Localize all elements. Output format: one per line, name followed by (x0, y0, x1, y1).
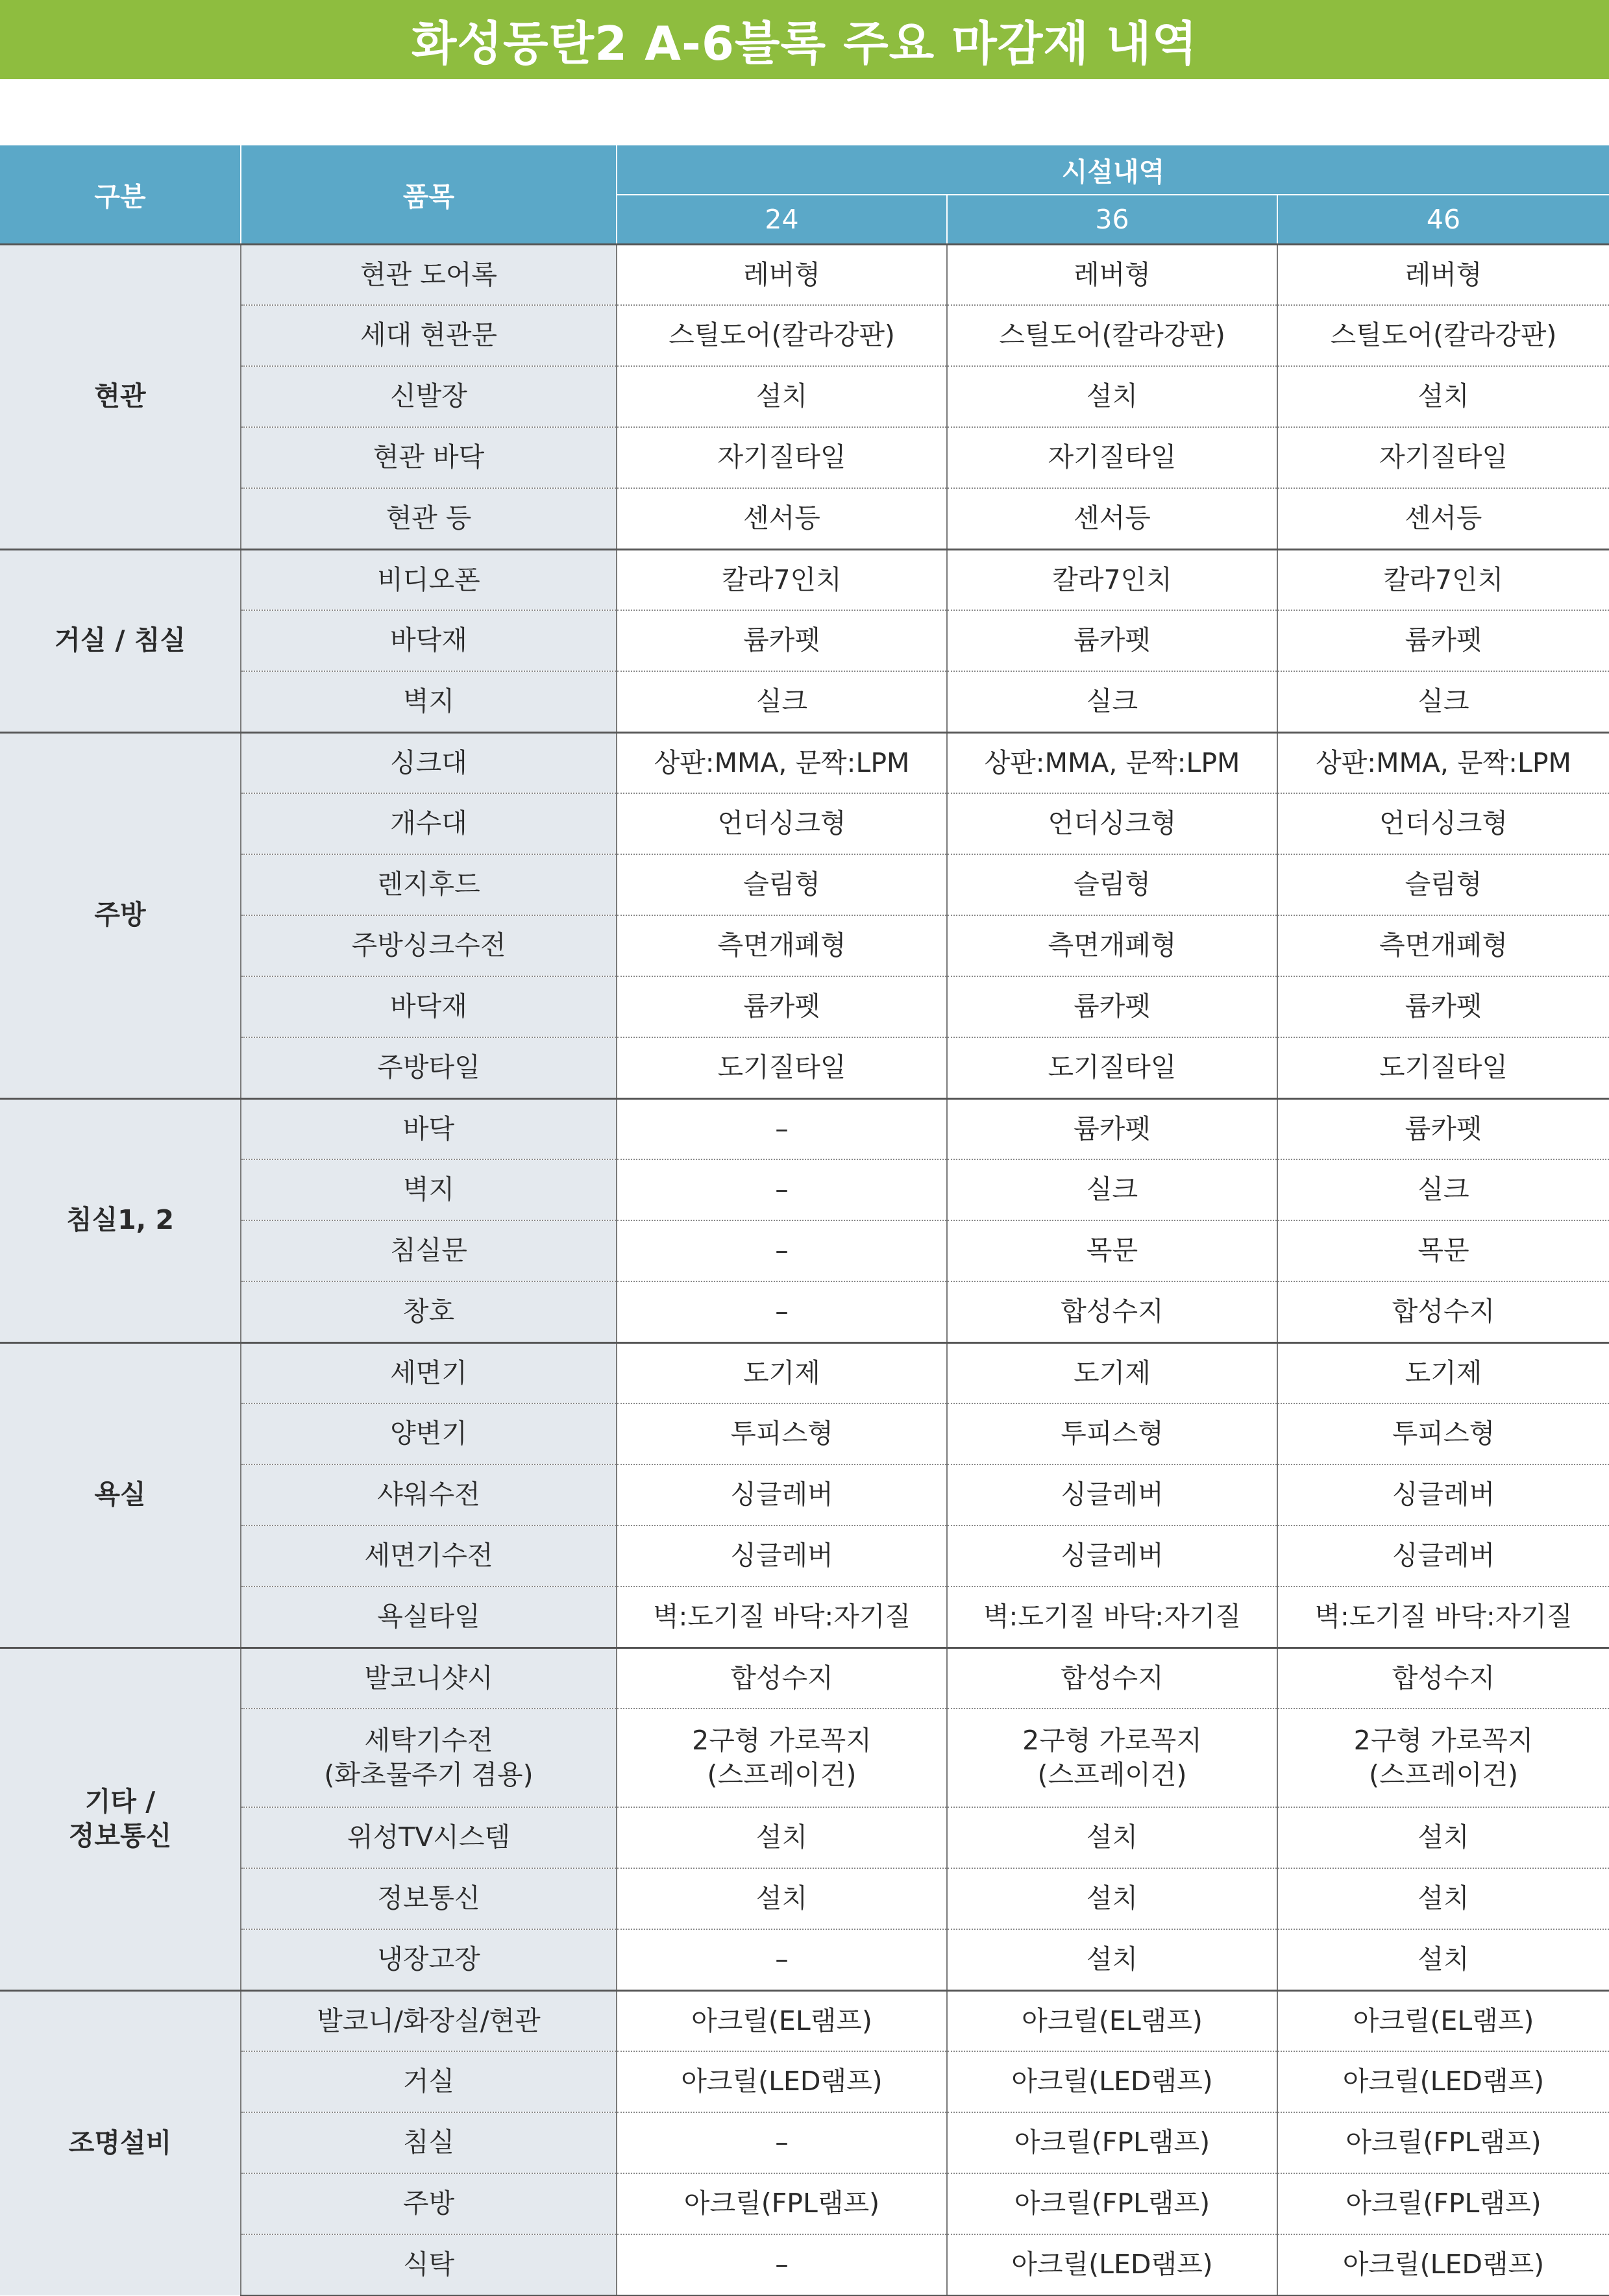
value-cell-36: 실크 (947, 671, 1277, 732)
value-cell-46: 설치 (1277, 1807, 1609, 1868)
header-size-36: 36 (947, 195, 1277, 244)
value-cell-24: – (617, 2112, 947, 2173)
value-cell-46: 설치 (1277, 1868, 1609, 1929)
value-cell-36: 설치 (947, 1868, 1277, 1929)
value-cell-36: 합성수지 (947, 1281, 1277, 1342)
value-cell-36: 설치 (947, 1929, 1277, 1990)
item-cell: 발코니/화장실/현관 (241, 1990, 617, 2051)
value-cell-24: 아크릴(EL램프) (617, 1990, 947, 2051)
item-cell: 바닥재 (241, 976, 617, 1037)
item-cell: 현관 등 (241, 488, 617, 549)
item-cell: 개수대 (241, 793, 617, 854)
item-cell: 세대 현관문 (241, 305, 617, 366)
value-cell-24: 측면개폐형 (617, 915, 947, 976)
value-cell-46: 도기제 (1277, 1342, 1609, 1403)
category-cell: 침실1, 2 (0, 1098, 241, 1342)
table-row (0, 305, 1609, 366)
value-cell-36: 벽:도기질 바닥:자기질 (947, 1586, 1277, 1648)
item-cell: 발코니샷시 (241, 1648, 617, 1709)
item-cell: 렌지후드 (241, 854, 617, 915)
value-cell-46: 레버형 (1277, 244, 1609, 305)
category-cell: 조명설비 (0, 1990, 241, 2295)
value-cell-46: 벽:도기질 바닥:자기질 (1277, 1586, 1609, 1648)
table-row (0, 2173, 1609, 2234)
page-title: 화성동탄2 A-6블록 주요 마감재 내역 (411, 16, 1198, 71)
table-row (0, 1403, 1609, 1464)
value-cell-24: 싱글레버 (617, 1464, 947, 1525)
table-row (0, 1464, 1609, 1525)
category-cell: 기타 / 정보통신 (0, 1648, 241, 1990)
category-cell: 주방 (0, 732, 241, 1098)
value-cell-36: 투피스형 (947, 1403, 1277, 1464)
item-cell: 세면기수전 (241, 1525, 617, 1586)
category-cell: 현관 (0, 244, 241, 549)
value-cell-24: – (617, 1159, 947, 1220)
value-cell-36: 설치 (947, 366, 1277, 427)
value-cell-46: 실크 (1277, 671, 1609, 732)
item-cell: 욕실타일 (241, 1586, 617, 1648)
value-cell-46: 슬림형 (1277, 854, 1609, 915)
value-cell-24: 상판:MMA, 문짝:LPM (617, 732, 947, 793)
table-row (0, 1807, 1609, 1868)
value-cell-36: 측면개폐형 (947, 915, 1277, 976)
value-cell-24: 합성수지 (617, 1648, 947, 1709)
table-row (0, 2112, 1609, 2173)
table-row (0, 732, 1609, 793)
value-cell-46: 륨카펫 (1277, 976, 1609, 1037)
value-cell-36: 륨카펫 (947, 610, 1277, 671)
value-cell-24: – (617, 1929, 947, 1990)
item-cell: 현관 바닥 (241, 427, 617, 488)
category-cell: 욕실 (0, 1342, 241, 1648)
value-cell-46: 센서등 (1277, 488, 1609, 549)
value-cell-36: 언더싱크형 (947, 793, 1277, 854)
item-cell: 냉장고장 (241, 1929, 617, 1990)
item-cell: 벽지 (241, 1159, 617, 1220)
value-cell-24: 자기질타일 (617, 427, 947, 488)
item-cell: 위성TV시스템 (241, 1807, 617, 1868)
table-row (0, 1868, 1609, 1929)
value-cell-24: – (617, 1220, 947, 1281)
table-row (0, 671, 1609, 732)
value-cell-24: 륨카펫 (617, 976, 947, 1037)
table-row (0, 1281, 1609, 1342)
category-cell: 거실 / 침실 (0, 549, 241, 732)
item-cell: 바닥재 (241, 610, 617, 671)
value-cell-24: 설치 (617, 1807, 947, 1868)
value-cell-36: 아크릴(LED램프) (947, 2051, 1277, 2112)
value-cell-36: 싱글레버 (947, 1464, 1277, 1525)
value-cell-46: 2구형 가로꼭지 (스프레이건) (1277, 1709, 1609, 1807)
value-cell-46: 아크릴(LED램프) (1277, 2051, 1609, 2112)
table-row (0, 610, 1609, 671)
value-cell-36: 도기제 (947, 1342, 1277, 1403)
table-row (0, 1159, 1609, 1220)
value-cell-46: 아크릴(LED램프) (1277, 2234, 1609, 2295)
item-cell: 주방싱크수전 (241, 915, 617, 976)
header-category: 구분 (0, 145, 241, 244)
value-cell-36: 합성수지 (947, 1648, 1277, 1709)
table-row (0, 1709, 1609, 1807)
value-cell-36: 도기질타일 (947, 1037, 1277, 1098)
value-cell-24: 아크릴(FPL램프) (617, 2173, 947, 2234)
value-cell-36: 스틸도어(칼라강판) (947, 305, 1277, 366)
value-cell-46: 싱글레버 (1277, 1525, 1609, 1586)
table-row (0, 1586, 1609, 1648)
header-facility: 시설내역 (617, 145, 1609, 195)
table-body (0, 244, 1609, 2295)
item-cell: 거실 (241, 2051, 617, 2112)
value-cell-24: 도기제 (617, 1342, 947, 1403)
table-row (0, 2051, 1609, 2112)
table-header (0, 145, 1609, 244)
item-cell: 벽지 (241, 671, 617, 732)
value-cell-36: 칼라7인치 (947, 549, 1277, 610)
value-cell-24: 벽:도기질 바닥:자기질 (617, 1586, 947, 1648)
value-cell-24: 언더싱크형 (617, 793, 947, 854)
value-cell-24: – (617, 2234, 947, 2295)
value-cell-24: 설치 (617, 1868, 947, 1929)
value-cell-24: 스틸도어(칼라강판) (617, 305, 947, 366)
value-cell-46: 합성수지 (1277, 1648, 1609, 1709)
item-cell: 주방타일 (241, 1037, 617, 1098)
value-cell-24: 설치 (617, 366, 947, 427)
value-cell-46: 측면개폐형 (1277, 915, 1609, 976)
table-row (0, 1990, 1609, 2051)
value-cell-36: 실크 (947, 1159, 1277, 1220)
value-cell-24: 싱글레버 (617, 1525, 947, 1586)
item-cell: 세탁기수전 (화초물주기 겸용) (241, 1709, 617, 1807)
header-size-46: 46 (1277, 195, 1609, 244)
value-cell-24: 도기질타일 (617, 1037, 947, 1098)
item-cell: 싱크대 (241, 732, 617, 793)
table-row (0, 488, 1609, 549)
value-cell-36: 레버형 (947, 244, 1277, 305)
value-cell-24: 투피스형 (617, 1403, 947, 1464)
item-cell: 샤워수전 (241, 1464, 617, 1525)
table-row (0, 1037, 1609, 1098)
value-cell-36: 센서등 (947, 488, 1277, 549)
value-cell-24: – (617, 1281, 947, 1342)
item-cell: 주방 (241, 2173, 617, 2234)
table-row (0, 427, 1609, 488)
value-cell-46: 상판:MMA, 문짝:LPM (1277, 732, 1609, 793)
value-cell-46: 설치 (1277, 1929, 1609, 1990)
value-cell-46: 자기질타일 (1277, 427, 1609, 488)
value-cell-46: 싱글레버 (1277, 1464, 1609, 1525)
value-cell-36: 아크릴(EL램프) (947, 1990, 1277, 2051)
table-row (0, 2234, 1609, 2295)
table-row (0, 976, 1609, 1037)
table-row (0, 1648, 1609, 1709)
value-cell-46: 실크 (1277, 1159, 1609, 1220)
item-cell: 침실 (241, 2112, 617, 2173)
value-cell-46: 아크릴(FPL램프) (1277, 2112, 1609, 2173)
table-row (0, 1098, 1609, 1159)
table-row (0, 366, 1609, 427)
value-cell-46: 투피스형 (1277, 1403, 1609, 1464)
value-cell-24: – (617, 1098, 947, 1159)
table-row (0, 1220, 1609, 1281)
value-cell-46: 합성수지 (1277, 1281, 1609, 1342)
item-cell: 비디오폰 (241, 549, 617, 610)
table-row (0, 1525, 1609, 1586)
value-cell-36: 2구형 가로꼭지 (스프레이건) (947, 1709, 1277, 1807)
item-cell: 세면기 (241, 1342, 617, 1403)
value-cell-46: 설치 (1277, 366, 1609, 427)
item-cell: 바닥 (241, 1098, 617, 1159)
value-cell-36: 상판:MMA, 문짝:LPM (947, 732, 1277, 793)
item-cell: 식탁 (241, 2234, 617, 2295)
item-cell: 현관 도어록 (241, 244, 617, 305)
value-cell-24: 레버형 (617, 244, 947, 305)
value-cell-24: 2구형 가로꼭지 (스프레이건) (617, 1709, 947, 1807)
table-row (0, 793, 1609, 854)
table-row (0, 1929, 1609, 1990)
value-cell-24: 실크 (617, 671, 947, 732)
table-row (0, 1342, 1609, 1403)
finish-materials-table (0, 145, 1609, 2296)
value-cell-36: 아크릴(FPL램프) (947, 2173, 1277, 2234)
item-cell: 정보통신 (241, 1868, 617, 1929)
value-cell-24: 아크릴(LED램프) (617, 2051, 947, 2112)
table-row (0, 244, 1609, 305)
value-cell-46: 도기질타일 (1277, 1037, 1609, 1098)
value-cell-36: 싱글레버 (947, 1525, 1277, 1586)
value-cell-24: 센서등 (617, 488, 947, 549)
value-cell-24: 슬림형 (617, 854, 947, 915)
value-cell-46: 목문 (1277, 1220, 1609, 1281)
value-cell-36: 설치 (947, 1807, 1277, 1868)
value-cell-46: 언더싱크형 (1277, 793, 1609, 854)
value-cell-36: 아크릴(LED램프) (947, 2234, 1277, 2295)
item-cell: 침실문 (241, 1220, 617, 1281)
value-cell-36: 목문 (947, 1220, 1277, 1281)
header-size-24: 24 (617, 195, 947, 244)
value-cell-46: 스틸도어(칼라강판) (1277, 305, 1609, 366)
item-cell: 신발장 (241, 366, 617, 427)
value-cell-36: 자기질타일 (947, 427, 1277, 488)
table-row (0, 915, 1609, 976)
value-cell-24: 륨카펫 (617, 610, 947, 671)
title-bar (0, 0, 1609, 79)
item-cell: 창호 (241, 1281, 617, 1342)
value-cell-46: 륨카펫 (1277, 1098, 1609, 1159)
value-cell-24: 칼라7인치 (617, 549, 947, 610)
value-cell-36: 륨카펫 (947, 976, 1277, 1037)
value-cell-46: 륨카펫 (1277, 610, 1609, 671)
item-cell: 양변기 (241, 1403, 617, 1464)
table-row (0, 854, 1609, 915)
value-cell-36: 륨카펫 (947, 1098, 1277, 1159)
value-cell-46: 아크릴(EL램프) (1277, 1990, 1609, 2051)
value-cell-46: 아크릴(FPL램프) (1277, 2173, 1609, 2234)
value-cell-36: 슬림형 (947, 854, 1277, 915)
value-cell-46: 칼라7인치 (1277, 549, 1609, 610)
table-row (0, 549, 1609, 610)
header-item: 품목 (241, 145, 617, 244)
value-cell-36: 아크릴(FPL램프) (947, 2112, 1277, 2173)
